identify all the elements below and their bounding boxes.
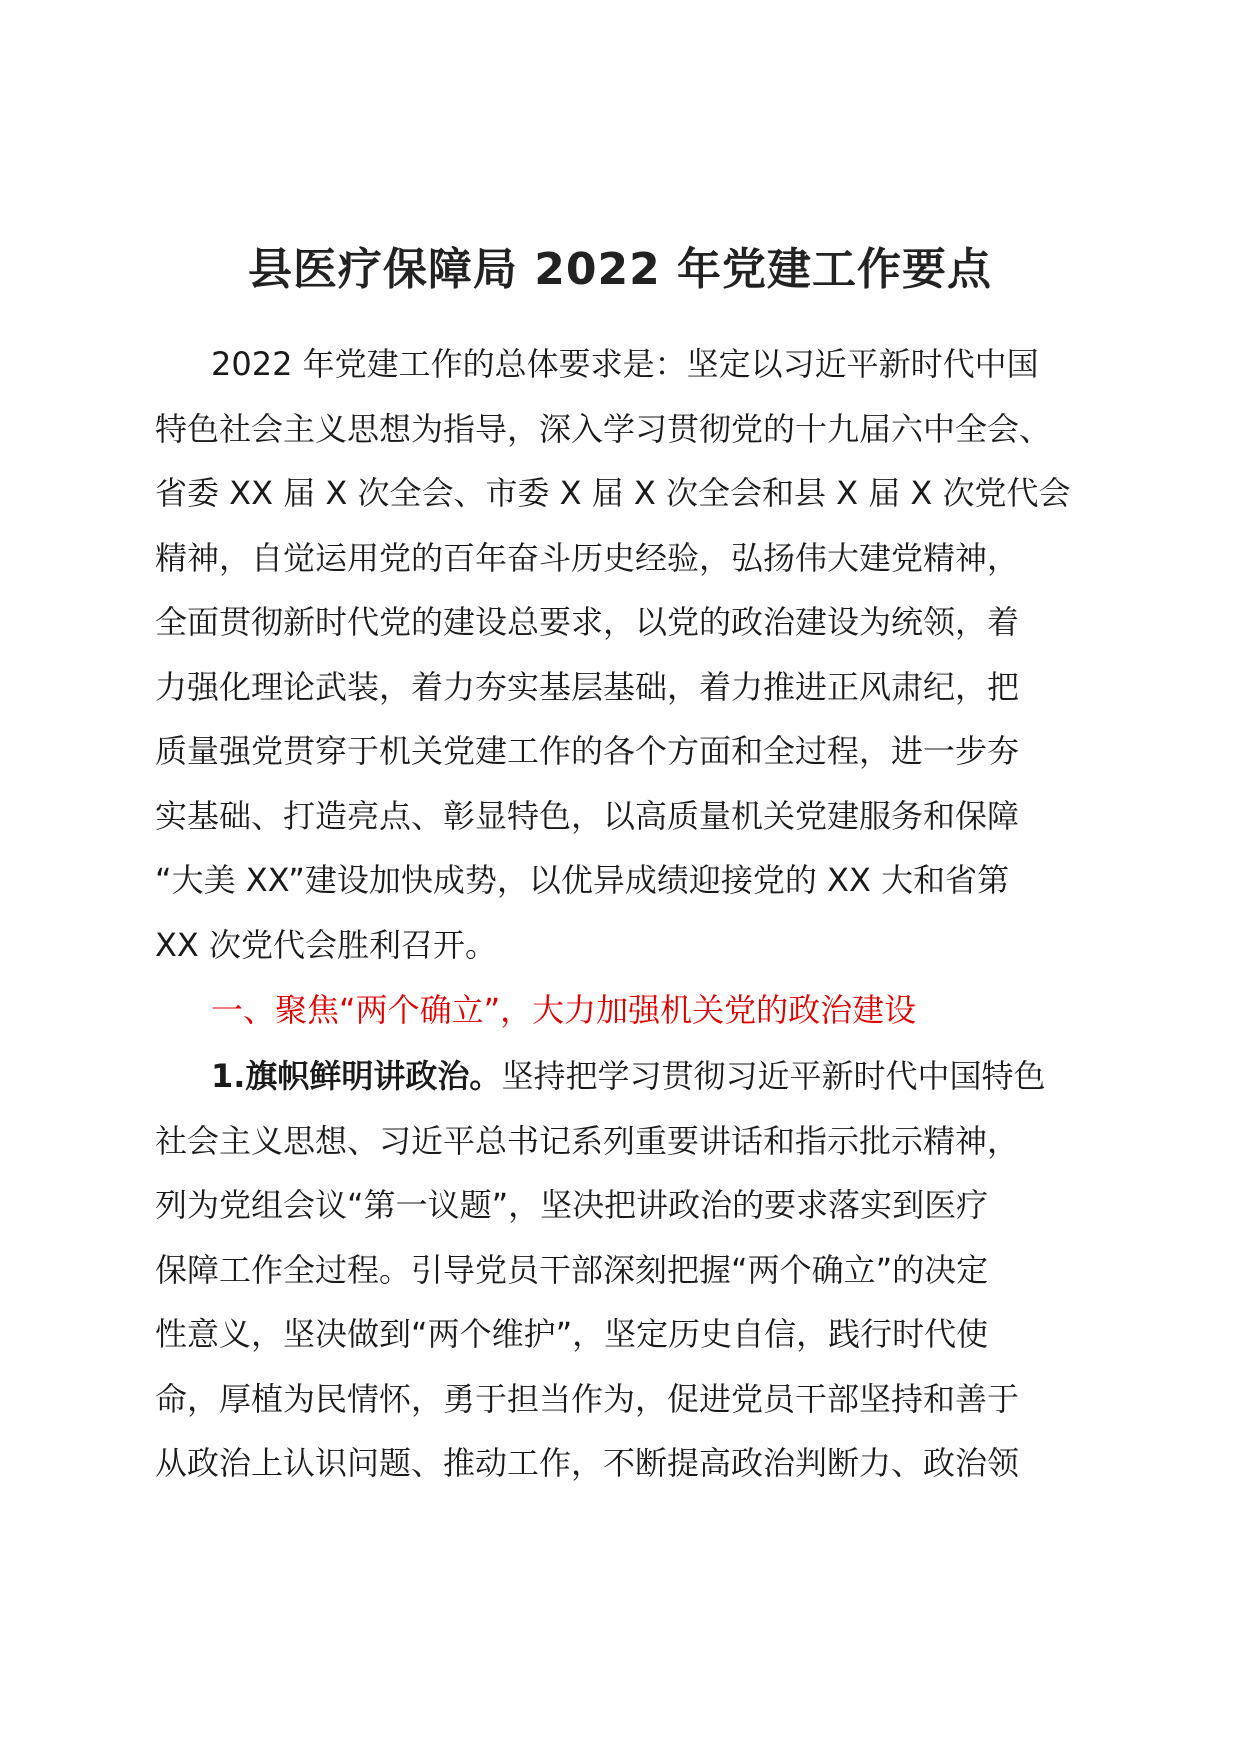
paragraph-line: 社会主义思想、习近平总书记系列重要讲话和指示批示精神， [155, 1121, 1020, 1160]
paragraph-line: XX 次党代会胜利召开。 [155, 925, 498, 964]
item-paragraph [155, 1044, 1085, 1496]
paragraph-line: “大美 XX”建设加快成势，以优异成绩迎接党的 XX 大和省第 [155, 861, 1010, 899]
paragraph-line: 2022 年党建工作的总体要求是：坚定以习近平新时代中国 [211, 345, 1039, 383]
item-lead: 1.旗帜鲜明讲政治。 [211, 1057, 502, 1095]
paragraph-line: 力强化理论武装，着力夯实基层基础，着力推进正风肃纪，把 [155, 667, 1020, 706]
paragraph-line [155, 1044, 1085, 1109]
paragraph-line: 全面贯彻新时代党的建设总要求，以党的政治建设为统领，着 [155, 603, 1020, 641]
paragraph-line: 列为党组会议“第一议题”，坚决把讲政治的要求落实到医疗 [155, 1186, 989, 1224]
item-lead-continuation: 坚持把学习贯彻习近平新时代中国特色 [501, 1057, 1046, 1095]
intro-paragraph [155, 332, 1085, 977]
paragraph-line: 质量强党贯穿于机关党建工作的各个方面和全过程，进一步夯 [155, 732, 1020, 770]
paragraph-line: 特色社会主义思想为指导，深入学习贯彻党的十九届六中全会、 [155, 409, 1052, 448]
paragraph-line: 精神，自觉运用党的百年奋斗历史经验，弘扬伟大建党精神， [155, 538, 1020, 577]
paragraph-line: 从政治上认识问题、推动工作，不断提高政治判断力、政治领 [155, 1444, 1020, 1482]
paragraph-line: 命，厚植为民情怀，勇于担当作为，促进党员干部坚持和善于 [155, 1379, 1020, 1418]
paragraph-line: 保障工作全过程。引导党员干部深刻把握“两个确立”的决定 [155, 1250, 989, 1289]
section-heading [155, 978, 1085, 1043]
paragraph-line: 省委 XX 届 X 次全会、市委 X 届 X 次全会和县 X 届 X 次党代会 [155, 474, 1071, 512]
paragraph-line: 实基础、打造亮点、彰显特色，以高质量机关党建服务和保障 [155, 796, 1020, 835]
document-title: 县医疗保障局 2022 年党建工作要点 [247, 244, 993, 295]
paragraph-line: 性意义，坚决做到“两个维护”，坚定历史自信，践行时代使 [155, 1315, 989, 1353]
section-heading-text: 一、聚焦“两个确立”，大力加强机关党的政治建设 [211, 991, 917, 1029]
